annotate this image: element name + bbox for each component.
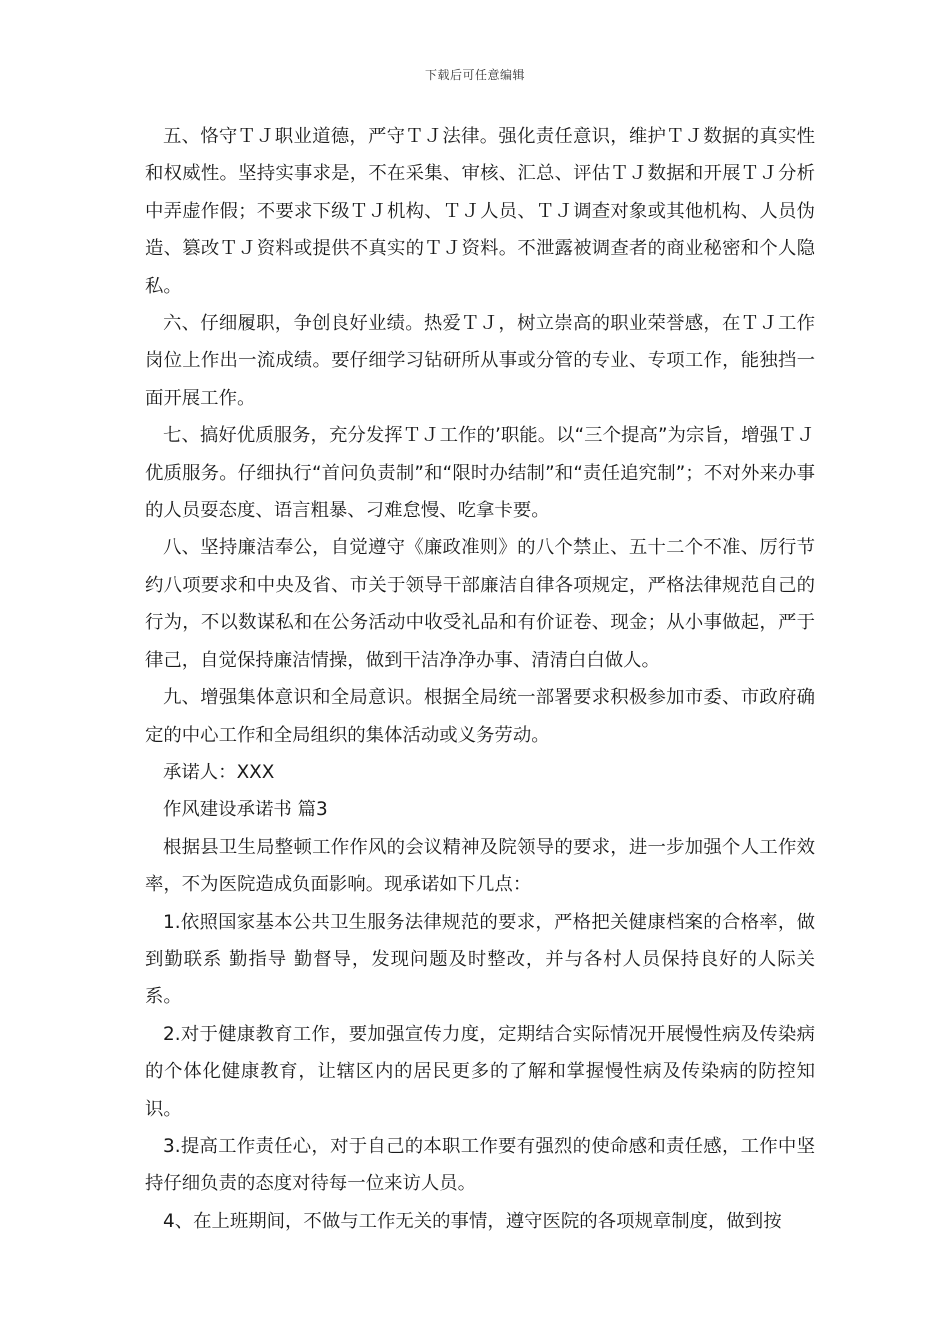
- paragraph-six: 六、仔细履职，争创良好业绩。热爱ＴＪ，树立崇高的职业荣誉感，在ＴＪ工作岗位上作出一流成绩。要仔细学习钻研所从事或分管的专业、专项工作，能独挡一面开展工作。: [145, 313, 815, 409]
- paragraph-nine: 九、增强集体意识和全局意识。根据全局统一部署要求积极参加市委、市政府确定的中心工作和全局组织的集体活动或义务劳动。: [145, 687, 815, 746]
- page-header-note: 下载后可任意编辑: [424, 68, 525, 82]
- commitment-item-2: 2.对于健康教育工作，要加强宣传力度，定期结合实际情况开展慢性病及传染病的个体化健康教育，让辖区内的居民更多的了解和掌握慢性病及传染病的防控知识。: [145, 1023, 815, 1120]
- paragraph-seven: 七、搞好优质服务，充分发挥ＴＪ工作的’职能。以“三个提高”为宗旨，增强ＴＪ优质服务。仔细执行“首问负责制”和“限时办结制”和“责任追究制”；不对外来办事的人员耍态度、语言粗暴、刁难怠慢、吃拿卡要。: [145, 425, 815, 522]
- commitment-item-1: 1.依照国家基本公共卫生服务法律规范的要求，严格把关健康档案的合格率，做到勤联系 勤指导 勤督导，发现问题及时整改，并与各村人员保持良好的人际关系。: [145, 911, 815, 1008]
- section-title: 作风建设承诺书 篇3: [163, 799, 328, 821]
- intro-paragraph: 根据县卫生局整顿工作作风的会议精神及院领导的要求，进一步加强个人工作效率，不为医院造成负面影响。现承诺如下几点：: [145, 836, 815, 896]
- document-body: [145, 118, 815, 1240]
- paragraph-eight: 八、坚持廉洁奉公，自觉遵守《廉政准则》的八个禁止、五十二个不准、厉行节约八项要求和中央及省、市关于领导干部廉洁自律各项规定，严格法律规范自己的行为，不以数谋私和在公务活动中收受礼品和有价证卷、现金；从小事做起，严于律己，自觉保持廉洁情操，做到干洁净净办事、清清白白做人。: [145, 537, 815, 671]
- commitment-item-4: 4、在上班期间，不做与工作无关的事情，遵守医院的各项规章制度，做到按: [163, 1210, 782, 1232]
- signatory-line: 承诺人：XXX: [163, 761, 275, 783]
- commitment-item-3: 3.提高工作责任心，对于自己的本职工作要有强烈的使命感和责任感，工作中坚持仔细负责的态度对待每一位来访人员。: [145, 1135, 815, 1195]
- paragraph-five: 五、恪守ＴＪ职业道德，严守ＴＪ法律。强化责任意识，维护ＴＪ数据的真实性和权威性。坚持实事求是，不在采集、审核、汇总、评估ＴＪ数据和开展ＴＪ分析中弄虚作假；不要求下级ＴＪ机构、ＴＪ人员、ＴＪ调查对象或其他机构、人员伪造、篡改ＴＪ资料或提供不真实的ＴＪ资料。不泄露被调查者的商业秘密和个人隐私。: [145, 126, 815, 297]
